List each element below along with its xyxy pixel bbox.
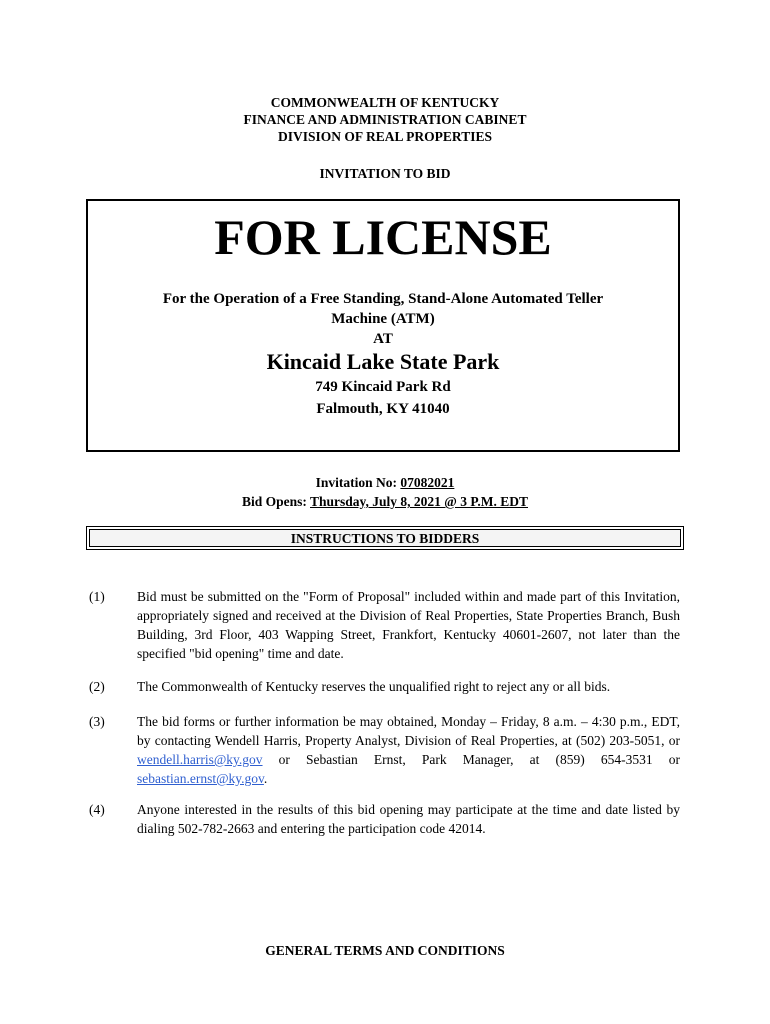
purpose-line-2: Machine (ATM) (331, 311, 435, 327)
item-text-after: . (263, 771, 268, 786)
license-title-box (86, 199, 680, 452)
invitation-number (0, 473, 770, 492)
bid-opens-value: Thursday, July 8, 2021 @ 3 P.M. EDT (310, 494, 528, 509)
item-text (137, 712, 680, 788)
item-text: The Commonwealth of Kentucky reserves the unqualified right to reject any or all bids. (137, 679, 611, 694)
invitation-number-label: Invitation No: (315, 475, 401, 490)
header-cabinet: FINANCE AND ADMINISTRATION CABINET (243, 112, 527, 127)
park-name: Kincaid Lake State Park (266, 349, 500, 374)
item-number: (2) (89, 679, 105, 694)
address-street: 749 Kincaid Park Rd (315, 379, 451, 395)
header-division: DIVISION OF REAL PROPERTIES (278, 129, 492, 144)
invitation-to-bid-heading: INVITATION TO BID (319, 166, 451, 181)
bid-opens-label: Bid Opens: (241, 494, 311, 509)
invitation-number-value: 07082021 (400, 475, 455, 490)
item-number: (4) (89, 802, 105, 817)
item-text-before: The bid forms or further information be may obtained, Monday – Friday, 8 a.m. – 4:30 p.m., EDT, by contacting Wendell Harris, Property Analyst, Division of Real Properties, at (502) 203-5051, or (137, 714, 680, 748)
general-terms-heading: GENERAL TERMS AND CONDITIONS (265, 943, 505, 958)
at-label: AT (373, 331, 393, 347)
item-number: (1) (89, 589, 105, 604)
address-city: Falmouth, KY 41040 (316, 401, 450, 417)
bid-opens (0, 492, 770, 511)
wendell-email-link[interactable]: wendell.harris@ky.gov (137, 752, 263, 767)
item-number: (3) (89, 714, 105, 729)
instructions-heading-bar (86, 526, 684, 550)
header-commonwealth: COMMONWEALTH OF KENTUCKY (270, 95, 500, 110)
sebastian-email-link[interactable]: sebastian.ernst@ky.gov (137, 771, 264, 786)
item-text: Anyone interested in the results of this bid opening may participate at the time and date listed by dialing 502-782-2663 and entering the participation code 42014. (137, 802, 680, 836)
for-license-title: FOR LICENSE (214, 209, 552, 265)
instructions-heading: INSTRUCTIONS TO BIDDERS (89, 529, 681, 547)
item-text: Bid must be submitted on the "Form of Proposal" included within and made part of this Invitation, appropriately signed and received at the Division of Real Properties, State Properties Branch, Bush Building, 3rd Floor, 403 Wapping Street, Frankfort, Kentucky 40601-2607, not later than the specified "bid opening" time and date. (137, 589, 680, 661)
purpose-line-1: For the Operation of a Free Standing, Stand-Alone Automated Teller (162, 291, 604, 307)
item-text-middle: or Sebastian Ernst, Park Manager, at (859) 654-3531 or (262, 752, 680, 767)
